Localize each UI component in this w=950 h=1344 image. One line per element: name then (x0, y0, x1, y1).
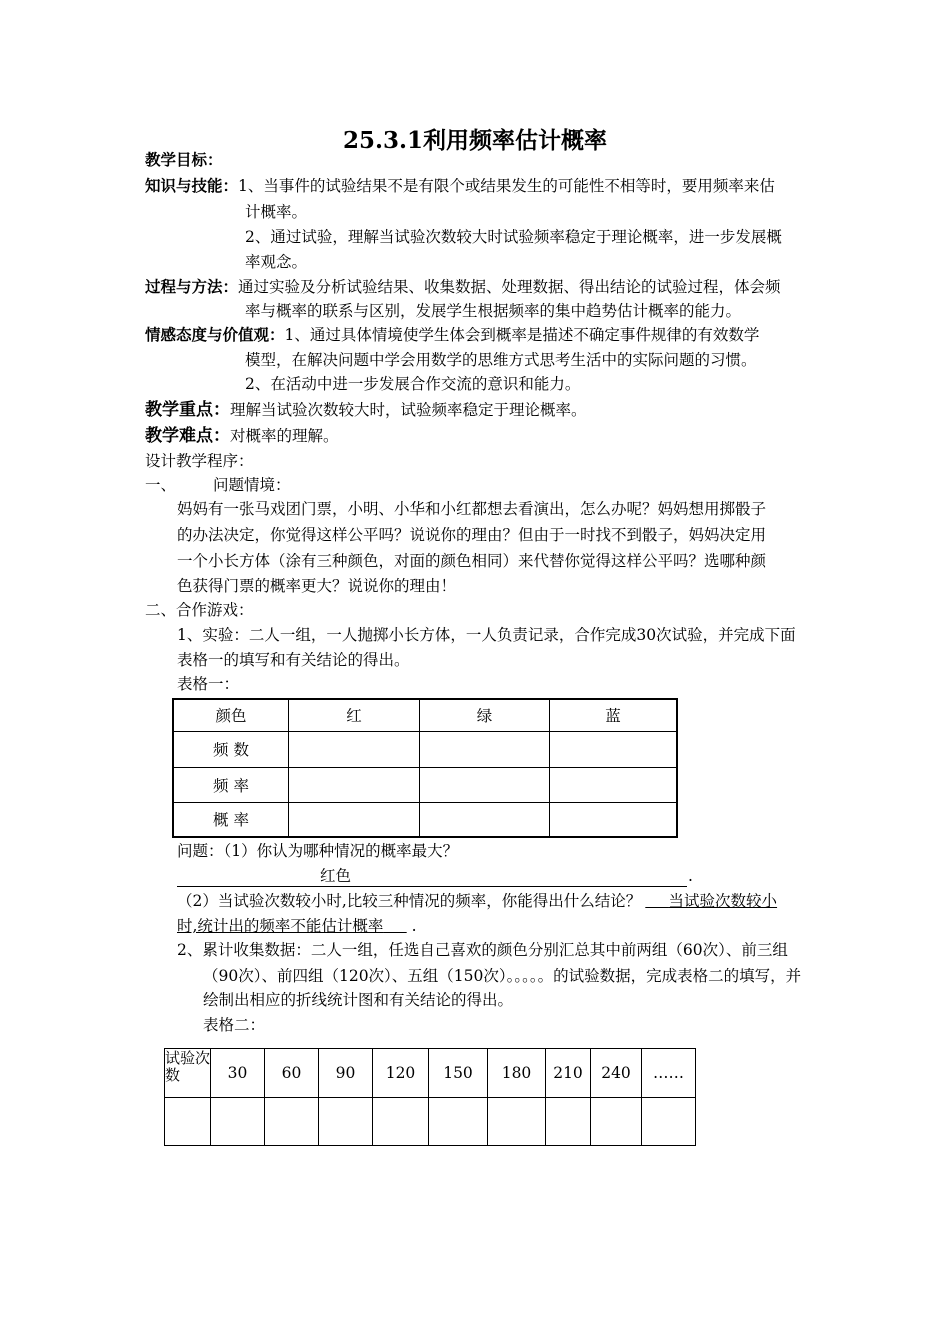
table-1-cell[interactable] (289, 802, 420, 837)
answer-2-a (641, 892, 777, 910)
section-2-title: 二、合作游戏： (145, 601, 254, 619)
emotion-line-1 (145, 323, 759, 347)
key-label: 教学重点： (145, 400, 230, 420)
process-label: 过程与方法： (145, 277, 239, 296)
table-1-header: 绿 (420, 699, 550, 731)
table-2-cell[interactable] (373, 1098, 429, 1146)
table-2-header: 210 (546, 1049, 591, 1098)
table-1-row-label: 频 率 (173, 767, 289, 802)
table-1-cell[interactable] (420, 731, 550, 767)
answer-1-underline (177, 864, 687, 887)
collect-line-2: （90次）、前四组（120次）、五组（150次）。。。。。的试验数据，完成表格二的填写，并 (203, 967, 802, 985)
emotion-line-3: 2、在活动中进一步发展合作交流的意识和能力。 (245, 375, 581, 393)
table-1-cell[interactable] (289, 731, 420, 767)
process-line-1 (145, 275, 781, 299)
section-1-num: 一、 (145, 476, 177, 494)
table-2-cell[interactable] (319, 1098, 373, 1146)
table-2-header: 240 (591, 1049, 642, 1098)
table-1-cell[interactable] (550, 767, 678, 802)
table-2-header: 30 (211, 1049, 265, 1098)
table-1-header: 蓝 (550, 699, 678, 731)
section-1-title: 问题情境： (213, 476, 291, 494)
table-1-row-label: 概 率 (173, 802, 289, 837)
table-2-cell[interactable] (211, 1098, 265, 1146)
table-2-cell[interactable] (165, 1098, 211, 1146)
table-2-header: 150 (429, 1049, 488, 1098)
table-1-cell[interactable] (289, 767, 420, 802)
key-text: 理解当试验次数较大时，试验频率稳定于理论概率。 (230, 401, 587, 419)
question-1: 问题：（1）你认为哪种情况的概率最大？ (177, 842, 459, 860)
collect-line-1: 2、累计收集数据：二人一组，任选自己喜欢的颜色分别汇总其中前两组（60次）、前三组 (177, 941, 788, 959)
answer-2-line: 时,统计出的频率不能估计概率 . (177, 917, 417, 935)
scenario-line-4: 色获得门票的概率更大？说说你的理由！ (177, 577, 457, 595)
design-heading: 设计教学程序： (145, 452, 254, 470)
page-title: 25.3.1利用频率估计概率 (342, 127, 608, 154)
table-1-label: 表格一： (177, 675, 240, 693)
answer-1: 红色 (320, 867, 352, 885)
scenario-line-2: 的办法决定，你觉得这样公平吗？说说你的理由？但由于一时找不到骰子，妈妈决定用 (177, 526, 767, 544)
scenario-line-3: 一个小长方体（涂有三种颜色，对面的颜色相同）来代替你觉得这样公平吗？选哪种颜 (177, 552, 767, 570)
question-2-text: （2）当试验次数较小时,比较三种情况的频率，你能得出什么结论？ (177, 892, 642, 910)
table-2-cell[interactable] (546, 1098, 591, 1146)
question-2 (177, 889, 777, 913)
scenario-line-1: 妈妈有一张马戏团门票，小明、小华和小红都想去看演出，怎么办呢？妈妈想用掷骰子 (177, 500, 767, 518)
knowledge-text: 1、当事件的试验结果不是有限个或结果发生的可能性不相等时，要用频率来估 (238, 177, 775, 195)
goals-heading: 教学目标： (145, 150, 223, 169)
table-2-cell[interactable] (429, 1098, 488, 1146)
knowledge-label: 知识与技能： (145, 176, 239, 195)
table-2-header: …… (642, 1049, 696, 1098)
difficulty-text: 对概率的理解。 (230, 427, 339, 445)
emotion-label: 情感态度与价值观： (145, 325, 285, 344)
table-2-header: 60 (265, 1049, 319, 1098)
table-1 (172, 698, 678, 838)
knowledge-line-4: 率观念。 (245, 253, 308, 271)
answer-2-b (177, 917, 407, 935)
table-1-cell[interactable] (420, 767, 550, 802)
process-line-2: 率与概率的联系与区别，发展学生根据频率的集中趋势估计概率的能力。 (245, 302, 742, 320)
table-2-header: 180 (488, 1049, 546, 1098)
answer-2-b-text: 时,统计出的频率不能估计概率 (177, 917, 384, 935)
table-2-cell[interactable] (591, 1098, 642, 1146)
period: . (688, 867, 693, 885)
table-2 (164, 1048, 696, 1146)
knowledge-line-1 (145, 174, 775, 198)
table-2-cell[interactable] (642, 1098, 696, 1146)
experiment-line-1: 1、实验：二人一组，一人抛掷小长方体，一人负责记录，合作完成30次试验，并完成下面 (177, 626, 796, 644)
emotion-line-2: 模型，在解决问题中学会用数学的思维方式思考生活中的实际问题的习惯。 (245, 351, 757, 369)
table-2-cell[interactable] (488, 1098, 546, 1146)
key-point (145, 398, 587, 422)
emotion-text: 1、通过具体情境使学生体会到概率是描述不确定事件规律的有效数学 (284, 326, 760, 344)
table-1-header: 红 (289, 699, 420, 731)
table-2-header: 试验次数 (165, 1049, 211, 1098)
answer-2-a-text: 当试验次数较小 (668, 892, 778, 910)
table-2-header: 90 (319, 1049, 373, 1098)
table-1-cell[interactable] (550, 802, 678, 837)
difficulty-point (145, 424, 339, 448)
knowledge-line-3: 2、通过试验，理解当试验次数较大时试验频率稳定于理论概率，进一步发展概 (245, 228, 782, 246)
table-2-header: 120 (373, 1049, 429, 1098)
table-1-header: 颜色 (173, 699, 289, 731)
table-2-cell[interactable] (265, 1098, 319, 1146)
table-1-cell[interactable] (550, 731, 678, 767)
difficulty-label: 教学难点： (145, 426, 230, 446)
experiment-line-2: 表格一的填写和有关结论的得出。 (177, 651, 410, 669)
process-text: 通过实验及分析试验结果、收集数据、处理数据、得出结论的试验过程，体会频 (238, 278, 781, 296)
table-1-cell[interactable] (420, 802, 550, 837)
knowledge-line-2: 计概率。 (245, 203, 308, 221)
table-2-label: 表格二： (203, 1016, 266, 1034)
collect-line-3: 绘制出相应的折线统计图和有关结论的得出。 (203, 991, 514, 1009)
table-1-row-label: 频 数 (173, 731, 289, 767)
